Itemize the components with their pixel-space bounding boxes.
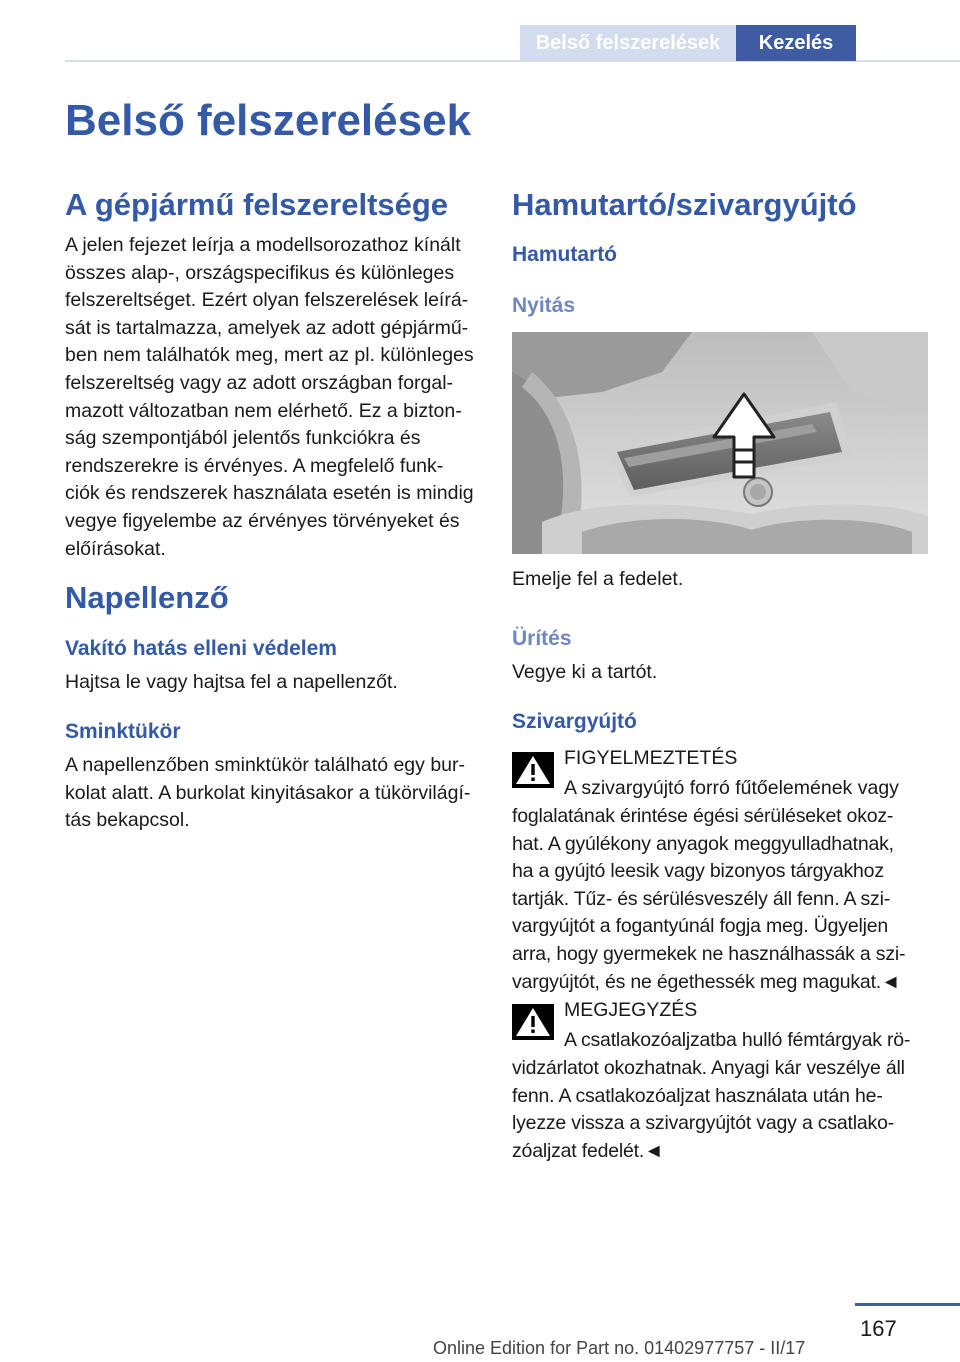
text-line: ciók és rendszerek használata esetén is mindig: [65, 482, 474, 505]
text-line: A jelen fejezet leírja a modellsorozathoz kínált: [65, 234, 461, 256]
text-line: zóaljzat fedelét.◄: [512, 1139, 664, 1162]
text-line: lyezze vissza a szivargyújtót vagy a csatlako-: [512, 1112, 895, 1135]
text-line: arra, hogy gyermekek ne használhassák a szi-: [512, 942, 906, 965]
emptying-heading: Ürítés: [512, 627, 572, 650]
mirror-paragraph: [65, 752, 485, 835]
warning-text: [512, 803, 932, 996]
ashtray-photo: [512, 332, 928, 554]
glare-heading: Vakító hatás elleni védelem: [65, 637, 337, 660]
emptying-text: Vegye ki a tartót.: [512, 661, 658, 683]
notice-first-line: A csatlakozóaljzatba hulló fémtárgyak rö-: [564, 1029, 911, 1051]
section-tab[interactable]: Belső felszerelések: [520, 25, 736, 61]
photo-caption: Emelje fel a fedelet.: [512, 568, 684, 590]
text-line: sát is tartalmazza, amelyek az adott gépjármű-: [65, 316, 469, 339]
text-line: felszereltséget. Ezért olyan felszerelések leírá-: [65, 289, 469, 312]
text-line: mazott változatban nem elérhető. Ez a bizton-: [65, 399, 462, 422]
text-line: tartják. Tűz- és sérülésveszély áll fenn. A szi-: [512, 887, 891, 910]
text-line: ben nem találhatók meg, mert az pl. különleges: [65, 344, 474, 367]
lighter-heading: Szivargyújtó: [512, 710, 637, 733]
ashtray-heading: Hamutartó: [512, 243, 618, 266]
glare-text: Hajtsa le vagy hajtsa fel a napellenzőt.: [65, 671, 398, 693]
text-line: összes alap-, országspecifikus és különleges: [65, 261, 455, 284]
opening-heading: Nyitás: [512, 294, 576, 317]
text-line: fenn. A csatlakozóaljzat használata után he-: [512, 1084, 883, 1107]
page-number: 167: [860, 1316, 897, 1341]
ashtray-lighter-heading: Hamutartó/szivargyújtó: [512, 187, 857, 222]
notice-text: [512, 1055, 932, 1165]
warning-first-line: A szivargyújtó forró fűtőelemének vagy: [564, 777, 899, 799]
text-line: foglalatának érintése égési sérüléseket okoz-: [512, 805, 894, 827]
text-line: hat. A gyúlékony anyagok meggyulladhatnak,: [512, 832, 894, 855]
notice-label: MEGJEGYZÉS: [564, 999, 698, 1021]
equipment-heading: A gépjármű felszereltsége: [65, 187, 449, 222]
text-line: tás bekapcsol.: [65, 809, 190, 832]
text-line: felszereltség vagy az adott országban forgal-: [65, 371, 454, 394]
text-line: A napellenzőben sminktükör található egy bur-: [65, 754, 465, 776]
notice-triangle-icon: [512, 1004, 554, 1040]
text-line: kolat alatt. A burkolat kinyitásakor a tükörvilágí-: [65, 781, 471, 804]
warning-label: FIGYELMEZTETÉS: [564, 747, 738, 769]
footer-rule: [855, 1303, 960, 1306]
text-line: vargyújtót, és ne égethessék meg magukat.◄: [512, 970, 901, 993]
text-line: előírásokat.: [65, 537, 166, 560]
text-line: vidzárlatot okozhatnak. Anyagi kár veszélye áll: [512, 1057, 905, 1079]
text-line: vargyújtót a fogantyúnál fogja meg. Ügyeljen: [512, 915, 889, 938]
text-line: rendszerekre is érvényes. A megfelelő funk-: [65, 454, 444, 477]
mirror-heading: Sminktükör: [65, 720, 181, 743]
text-line: vegye figyelembe az érvényes törvényeket és: [65, 509, 460, 532]
edition-note: Online Edition for Part no. 01402977757 - II/17: [433, 1338, 806, 1358]
text-line: ság szempontjából jelentős funkciókra és: [65, 427, 421, 450]
page-title: Belső felszerelések: [65, 96, 472, 145]
equipment-paragraph: [65, 232, 485, 563]
sunvisor-heading: Napellenző: [65, 580, 229, 615]
text-line: ha a gyújtó leesik vagy bizonyos tárgyakhoz: [512, 860, 884, 883]
chapter-tab[interactable]: Kezelés: [736, 25, 856, 61]
warning-triangle-icon: [512, 752, 554, 788]
